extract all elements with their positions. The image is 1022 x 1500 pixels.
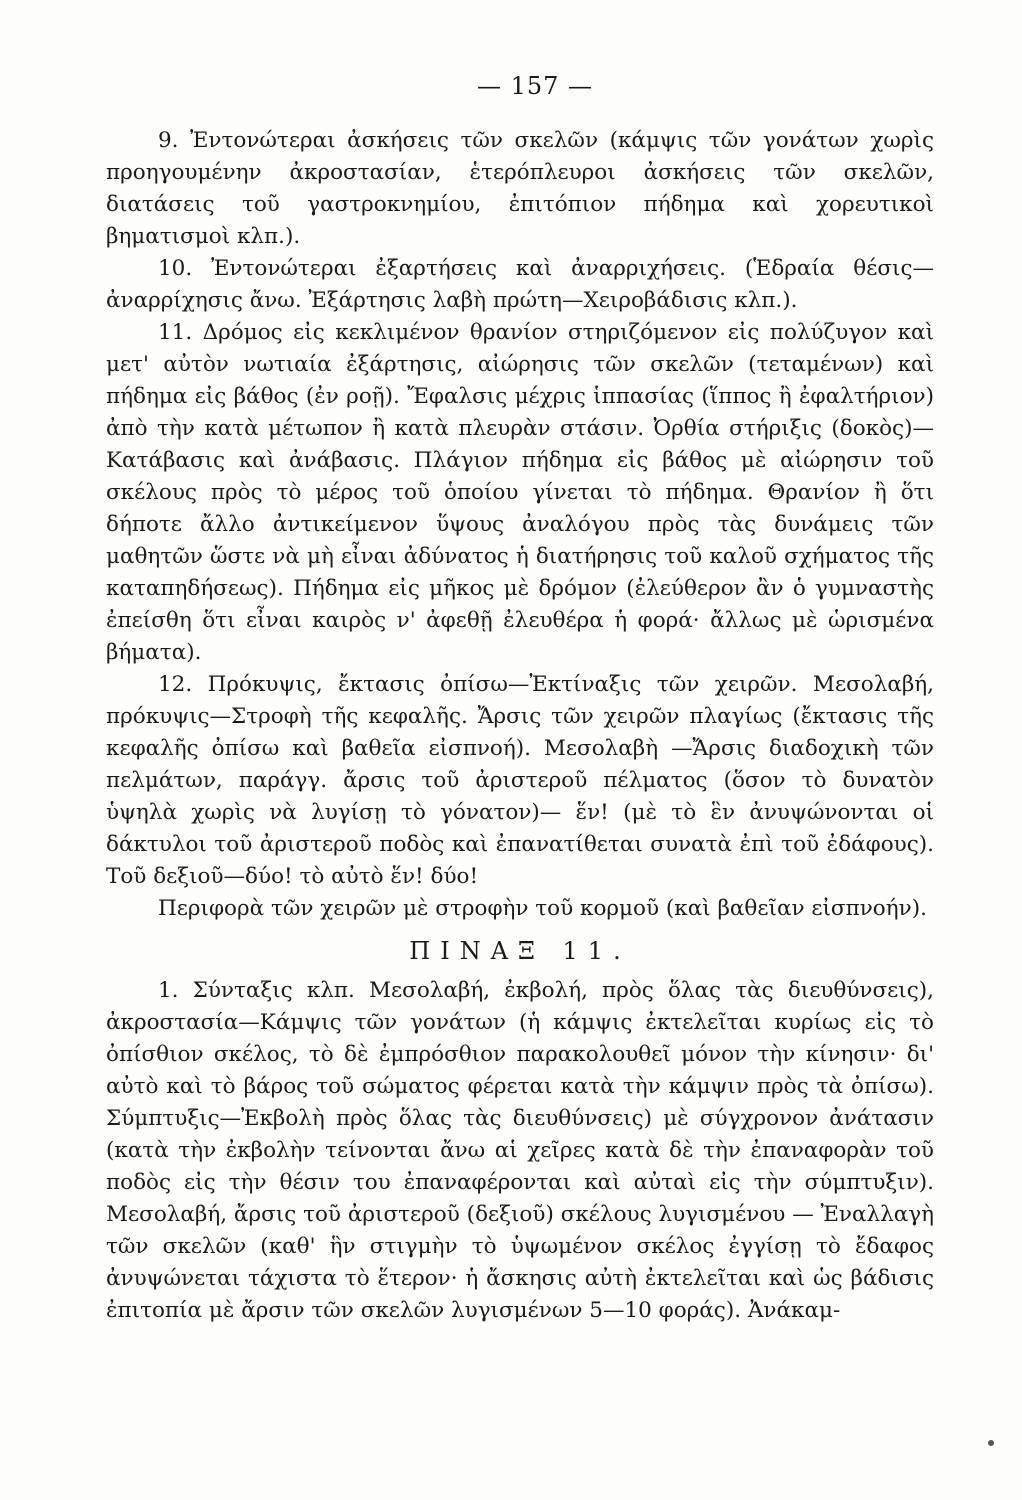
margin-dot [988,1440,994,1446]
paragraph-11: 11. Δρόμος εἰς κεκλιμένον θρανίον στηριζόμενον εἰς πολύζυγον καὶ μετ' αὐτὸν νωτιαία ἐξάρτησις, αἰώρησις τῶν σκελῶν (τεταμένων) καὶ πήδημα εἰς βάθος (ἐν ροῇ). Ἔφαλσις μέχρις ἱππασίας (ἵππος ἢ ἐφαλτήριον) ἀπὸ τὴν κατὰ μέτωπον ἢ κατὰ πλευρὰν στάσιν. Ὀρθία στήριξις (δοκὸς)—Κατάβασις καὶ ἀνάβασις. Πλάγιον πήδημα εἰς βάθος μὲ αἰώρησιν τοῦ σκέλους πρὸς τὸ μέρος τοῦ ὁποίου γίνεται τὸ πήδημα. Θρανίον ἢ ὅτι δήποτε ἄλλο ἀντικείμενον ὕψους ἀναλόγου πρὸς τὰς δυνάμεις τῶν μαθητῶν ὥστε νὰ μὴ εἶναι ἀδύνατος ἡ διατήρησις τοῦ καλοῦ σχήματος τῆς καταπηδήσεως). Πήδημα εἰς μῆκος μὲ δρόμον (ἐλεύθερον ἂν ὁ γυμναστὴς ἐπείσθη ὅτι εἶναι καιρὸς ν' ἀφεθῇ ἐλευθέρα ἡ φορά· ἄλλως μὲ ὡρισμένα βήματα). [106,320,934,665]
paragraph-10: 10. Ἐντονώτεραι ἐξαρτήσεις καὶ ἀναρριχήσεις. (Ἑδραία θέσις—ἀναρρίχησις ἄνω. Ἐξάρτησις λαβὴ πρώτη—Χειροβάδισις κλπ.). [106,256,934,313]
paragraph-arm-circles: Περιφορὰ τῶν χειρῶν μὲ στροφὴν τοῦ κορμοῦ (καὶ βαθεῖαν εἰσπνοήν). [158,896,927,921]
section-paragraph-1: 1. Σύνταξις κλπ. Μεσολαβή, ἐκβολή, πρὸς ὅλας τὰς διευθύνσεις), ἀκροστασία—Κάμψις τῶν γονάτων (ἡ κάμψις ἐκτελεῖται κυρίως εἰς τὸ ὀπίσθιον σκέλος, τὸ δὲ ἐμπρόσθιον παρακολουθεῖ μόνον τὴν κίνησιν· δι' αὐτὸ καὶ τὸ βάρος τοῦ σώματος φέρεται κατὰ τὴν κάμψιν πρὸς τὰ ὀπίσω). Σύμπτυξις—Ἐκβολὴ πρὸς ὅλας τὰς διευθύνσεις) μὲ σύγχρονον ἀνάτασιν (κατὰ τὴν ἐκβολὴν τείνονται ἄνω αἱ χεῖρες κατὰ δὲ τὴν ἐπαναφορὰν τοῦ ποδὸς εἰς τὴν θέσιν του ἐπαναφέρονται καὶ αὐταὶ εἰς τὴν σύμπτυξιν). Μεσολαβή, ἄρσις τοῦ ἀριστεροῦ (δεξιοῦ) σκέλους λυγισμένου — Ἐναλλαγὴ τῶν σκελῶν (καθ' ἣν στιγμὴν τὸ ὑψωμένον σκέλος ἐγγίσῃ τὸ ἔδαφος ἀνυψώνεται τάχιστα τὸ ἕτερον· ἡ ἄσκησις αὐτὴ ἐκτελεῖται καὶ ὡς βάδισις ἐπιτοπία μὲ ἄρσιν τῶν σκελῶν λυγισμένων 5—10 φοράς). Ἀνάκαμ- [106,978,934,1323]
body-text [106,125,934,1327]
paragraph-9: 9. Ἐντονώτεραι ἀσκήσεις τῶν σκελῶν (κάμψις τῶν γονάτων χωρὶς προηγουμένην ἀκροστασίαν, ἑτερόπλευροι ἀσκήσεις τῶν σκελῶν, διατάσεις τοῦ γαστροκνημίου, ἐπιτόπιον πήδημα καὶ χορευτικοὶ βηματισμοὶ κλπ.). [106,128,934,249]
section-heading: ΠΙΝΑΞ 11. [409,937,631,965]
paragraph-12: 12. Πρόκυψις, ἔκτασις ὀπίσω—Ἐκτίναξις τῶν χειρῶν. Μεσολαβή, πρόκυψις—Στροφὴ τῆς κεφαλῆς. Ἄρσις τῶν χειρῶν πλαγίως (ἔκτασις τῆς κεφαλῆς ὀπίσω καὶ βαθεῖα εἰσπνοή). Μεσολαβὴ —Ἄρσις διαδοχικὴ τῶν πελμάτων, παράγγ. ἄρσις τοῦ ἀριστεροῦ πέλματος (ὅσον τὸ δυνατὸν ὑψηλὰ χωρὶς νὰ λυγίσῃ τὸ γόνατον)— ἕν! (μὲ τὸ ἓν ἀνυψώνονται οἱ δάκτυλοι τοῦ ἀριστεροῦ ποδὸς καὶ ἐπανατίθεται συνατὰ ἐπὶ τοῦ ἐδάφους). Τοῦ δεξιοῦ—δύο! τὸ αὐτὸ ἕν! δύο! [106,672,934,889]
page-number: — 157 — [476,72,594,100]
